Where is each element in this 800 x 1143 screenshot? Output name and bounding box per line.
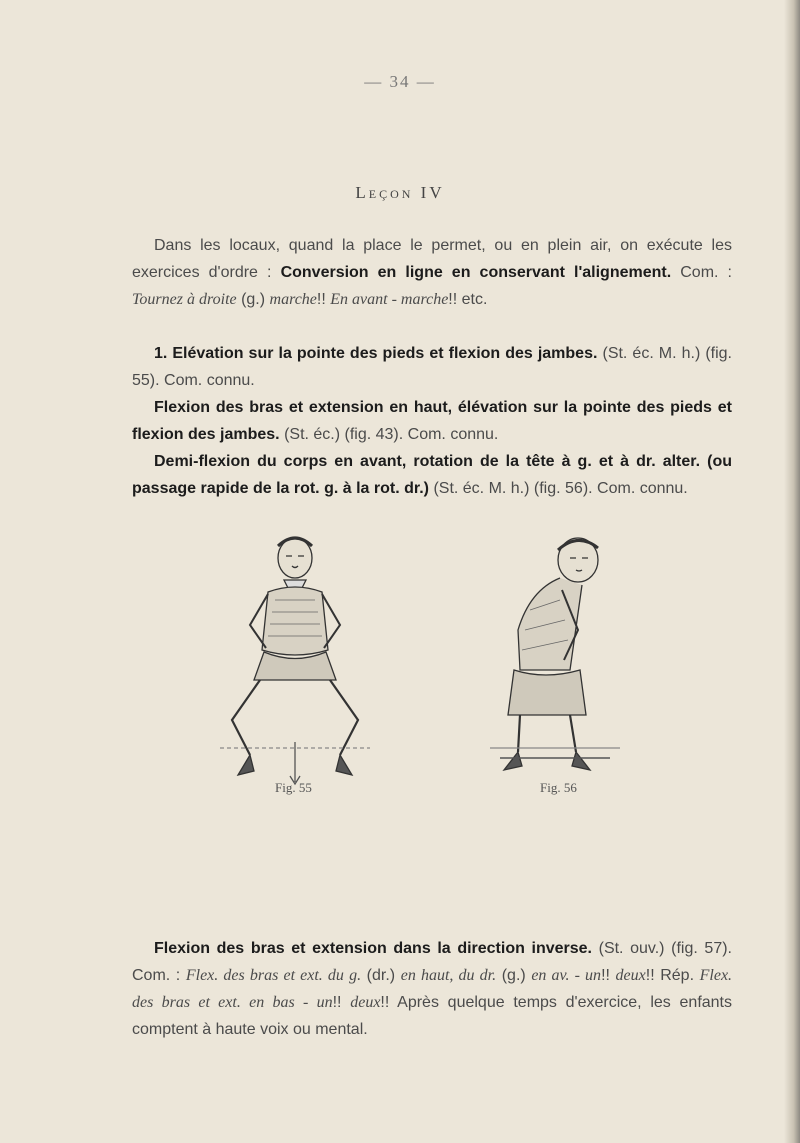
exercise-item: 1. Elévation sur la pointe des pieds et flexion des jambes. (St. éc. M. h.) (fig. 55). Com. connu.	[132, 345, 733, 389]
intro-paragraph: Dans les locaux, quand la place le permet, ou en plein air, on exécute les exercices d'ordre : Conversion en ligne en conservant l'alignement. Com. : Tournez à droite (g.) marche!! En avant - marche!! etc.	[132, 237, 732, 308]
page-number: — 34 —	[364, 72, 436, 91]
intro-bold: Conversion en ligne en conservant l'alignement.	[280, 264, 672, 281]
lesson-title: Leçon IV	[355, 183, 445, 202]
figure-56-illustration	[490, 530, 620, 790]
exercise-item: Flexion des bras et extension en haut, élévation sur la pointe des pieds et flexion des jambes. (St. éc.) (fig. 43). Com. connu.	[132, 399, 732, 443]
exercise-item: Demi-flexion du corps en avant, rotation de la tête à g. et à dr. alter. (ou passage rapide de la rot. g. à la rot. dr.) (St. éc. M. h.) (fig. 56). Com. connu.	[132, 453, 732, 497]
figure-55-caption: Fig. 55	[275, 780, 312, 795]
figure-56-caption: Fig. 56	[540, 780, 577, 795]
closing-paragraph: Flexion des bras et extension dans la direction inverse. (St. ouv.) (fig. 57). Com. : Flex. des bras et ext. du g. (dr.) en haut, du dr. (g.) en av. - un!! deux!! Rép. Flex. des bras et ext. en bas - un!! deux!! Après quelque temps d'exercice, les enfants comptent à haute voix ou mental.	[132, 940, 733, 1038]
figure-55-illustration	[220, 530, 370, 790]
page-edge-shadow	[784, 0, 800, 1143]
exercise-list	[132, 340, 732, 502]
